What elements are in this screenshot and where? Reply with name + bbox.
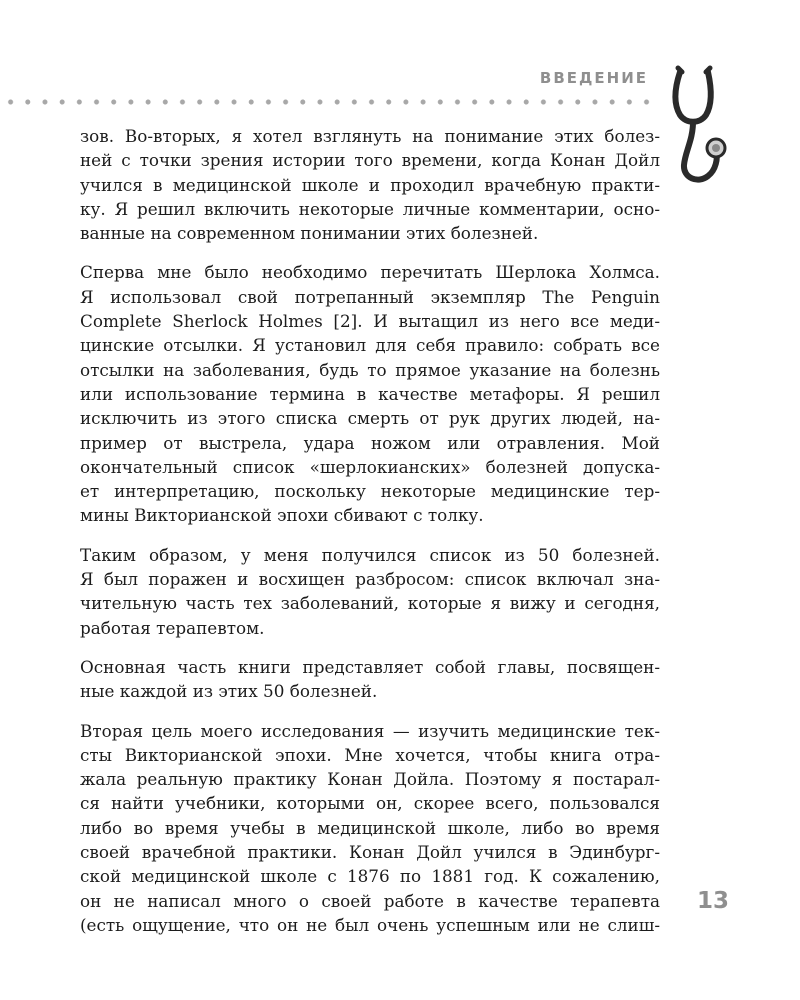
paragraph	[80, 543, 660, 640]
text-line: ку. Я решил включить некоторые личные комментарии, осно-	[80, 198, 660, 219]
paragraph	[80, 260, 660, 527]
text-line: ванные на современном понимании этих болезней.	[80, 223, 539, 244]
text-line: Complete Sherlock Holmes [2]. И вытащил из него все меди-	[80, 311, 660, 332]
text-line: Я использовал свой потрепанный экземпляр The Penguin	[80, 286, 660, 307]
text-line: чительную часть тех заболеваний, которые я вижу и сегодня,	[80, 593, 660, 614]
text-line: жала реальную практику Конан Дойла. Поэтому я постарал-	[80, 769, 660, 790]
stethoscope-icon	[660, 60, 740, 185]
text-line: ные каждой из этих 50 болезней.	[80, 681, 378, 702]
text-line: пример от выстрела, удара ножом или отравления. Мой	[80, 432, 660, 453]
text-line: ской медицинской школе с 1876 по 1881 год. К сожалению,	[80, 866, 660, 887]
text-line: цинские отсылки. Я установил для себя правило: собрать все	[80, 335, 660, 356]
paragraph	[80, 124, 660, 245]
text-line: зов. Во-вторых, я хотел взглянуть на понимание этих болез-	[80, 126, 660, 146]
text-line: окончательный список «шерлокианских» болезней допуска-	[80, 456, 660, 477]
text-line: отсылки на заболевания, будь то прямое указание на болезнь	[80, 359, 660, 380]
text-line: он не написал много о своей работе в качестве терапевта	[80, 890, 660, 911]
paragraph	[80, 655, 660, 704]
text-line: или использование термина в качестве метафоры. Я решил	[80, 383, 660, 404]
text-line: мины Викторианской эпохи сбивают с толку.	[80, 505, 484, 526]
text-line: Сперва мне было необходимо перечитать Шерлока Холмса.	[80, 262, 660, 283]
text-line: Я был поражен и восхищен разбросом: список включал зна-	[80, 569, 660, 590]
text-line: исключить из этого списка смерть от рук других людей, на-	[80, 408, 660, 429]
page-number: 13	[696, 888, 729, 914]
text-line: сты Викторианской эпохи. Мне хочется, чтобы книга отра-	[80, 744, 660, 765]
text-line: (есть ощущение, что он не был очень успешным или не слиш-	[80, 914, 660, 935]
text-line: либо во время учебы в медицинской школе, либо во время	[80, 817, 660, 838]
text-line: ней с точки зрения истории того времени, когда Конан Дойл	[80, 150, 660, 171]
text-line: ся найти учебники, которыми он, скорее всего, пользовался	[80, 793, 660, 814]
text-line: работая терапевтом.	[80, 617, 265, 638]
text-line: учился в медицинской школе и проходил врачебную практи-	[80, 174, 660, 195]
body-text	[80, 124, 660, 952]
text-line: Вторая цель моего исследования — изучить медицинские тек-	[80, 720, 660, 741]
text-line: Основная часть книги представляет собой главы, посвящен-	[80, 656, 660, 677]
dotted-rule	[0, 98, 660, 106]
text-line: Таким образом, у меня получился список из 50 болезней.	[80, 544, 660, 565]
section-title: введение	[539, 64, 648, 88]
text-line: ет интерпретацию, поскольку некоторые медицинские тер-	[80, 481, 660, 502]
text-line: своей врачебной практики. Конан Дойл учился в Эдинбург-	[80, 842, 660, 863]
paragraph	[80, 719, 660, 938]
